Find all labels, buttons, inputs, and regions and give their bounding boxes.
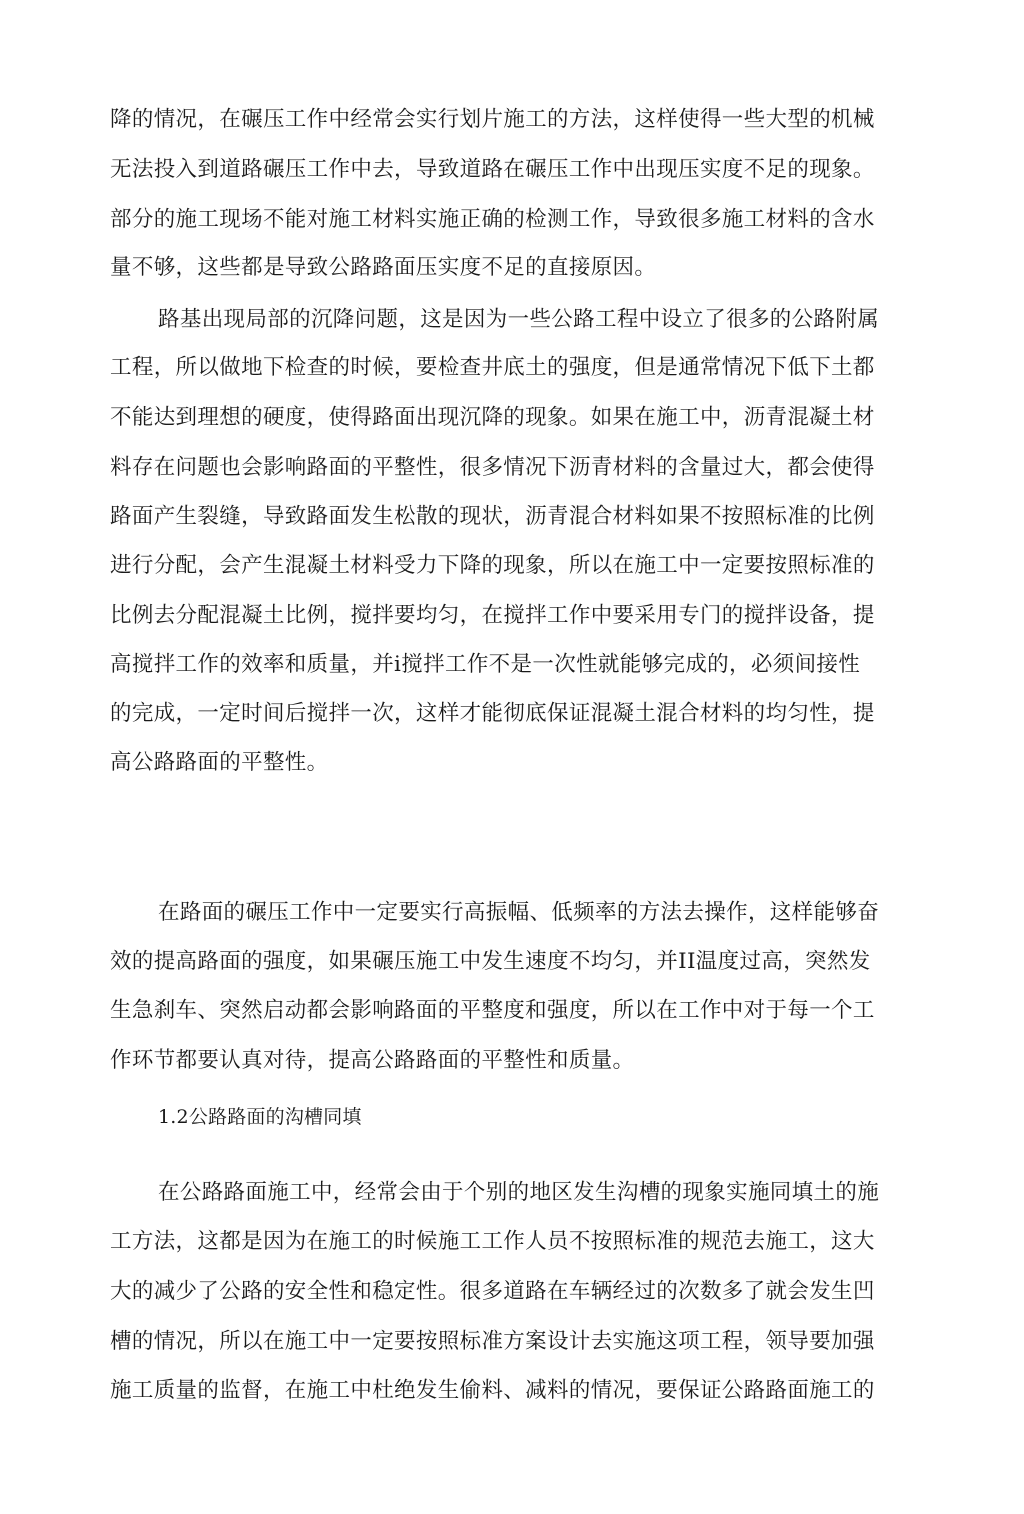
paragraph-1-line-3: 部分的施工现场不能对施工材料实施正确的检测工作，导致很多施工材料的含水 — [110, 207, 875, 232]
paragraph-1-line-4: 量不够，这些都是导致公路路面压实度不足的直接原因。 — [110, 255, 657, 280]
paragraph-3-line-4: 作环节都要认真对待，提高公路路面的平整性和质量。 — [110, 1048, 635, 1073]
paragraph-4-line-2: 工方法，这都是因为在施工的时候施工工作人员不按照标准的规范去施工，这大 — [110, 1229, 875, 1254]
paragraph-3-line-1: 在路面的碾压工作中一定要实行高振幅、低频率的方法去操作，这样能够奋 — [158, 900, 880, 925]
paragraph-4-line-4: 槽的情况，所以在施工中一定要按照标准方案设计去实施这项工程，领导要加强 — [110, 1329, 875, 1354]
section-heading: 1.2公路路面的沟槽同填 — [158, 1106, 362, 1128]
paragraph-2-line-8: 高搅拌工作的效率和质量，并i搅拌工作不是一次性就能够完成的，必须间接性 — [110, 652, 861, 677]
paragraph-2-line-2: 工程，所以做地下检查的时候，要检查井底土的强度，但是通常情况下低下土都 — [110, 355, 875, 380]
paragraph-4-line-5: 施工质量的监督，在施工中杜绝发生偷料、减料的情况，要保证公路路面施工的 — [110, 1378, 875, 1403]
paragraph-2-line-1: 路基出现局部的沉降问题，这是因为一些公路工程中设立了很多的公路附属 — [158, 307, 880, 332]
paragraph-4-line-1: 在公路路面施工中，经常会由于个别的地区发生沟槽的现象实施同填土的施 — [158, 1180, 880, 1205]
paragraph-1-line-1: 降的情况，在碾压工作中经常会实行划片施工的方法，这样使得一些大型的机械 — [110, 107, 875, 132]
paragraph-2-line-6: 进行分配，会产生混凝土材料受力下降的现象，所以在施工中一定要按照标准的 — [110, 553, 875, 578]
paragraph-3-line-2: 效的提高路面的强度，如果碾压施工中发生速度不均匀，并II温度过高，突然发 — [110, 949, 871, 974]
paragraph-2-line-7: 比例去分配混凝土比例，搅拌要均匀，在搅拌工作中要采用专门的搅拌设备，提 — [110, 603, 875, 628]
paragraph-2-line-9: 的完成，一定时间后搅拌一次，这样才能彻底保证混凝土混合材料的均匀性，提 — [110, 701, 875, 726]
paragraph-2-line-5: 路面产生裂缝，导致路面发生松散的现状，沥青混合材料如果不按照标准的比例 — [110, 504, 875, 529]
paragraph-4-line-3: 大的减少了公路的安全性和稳定性。很多道路在车辆经过的次数多了就会发生凹 — [110, 1279, 875, 1304]
paragraph-2-line-4: 料存在问题也会影响路面的平整性，很多情况下沥青材料的含量过大，都会使得 — [110, 455, 875, 480]
paragraph-3-line-3: 生急刹车、突然启动都会影响路面的平整度和强度，所以在工作中对于每一个工 — [110, 998, 875, 1023]
paragraph-2-line-3: 不能达到理想的硬度，使得路面出现沉降的现象。如果在施工中，沥青混凝土材 — [110, 405, 875, 430]
paragraph-1-line-2: 无法投入到道路碾压工作中去，导致道路在碾压工作中出现压实度不足的现象。 — [110, 157, 875, 182]
paragraph-2-line-10: 高公路路面的平整性。 — [110, 750, 329, 775]
